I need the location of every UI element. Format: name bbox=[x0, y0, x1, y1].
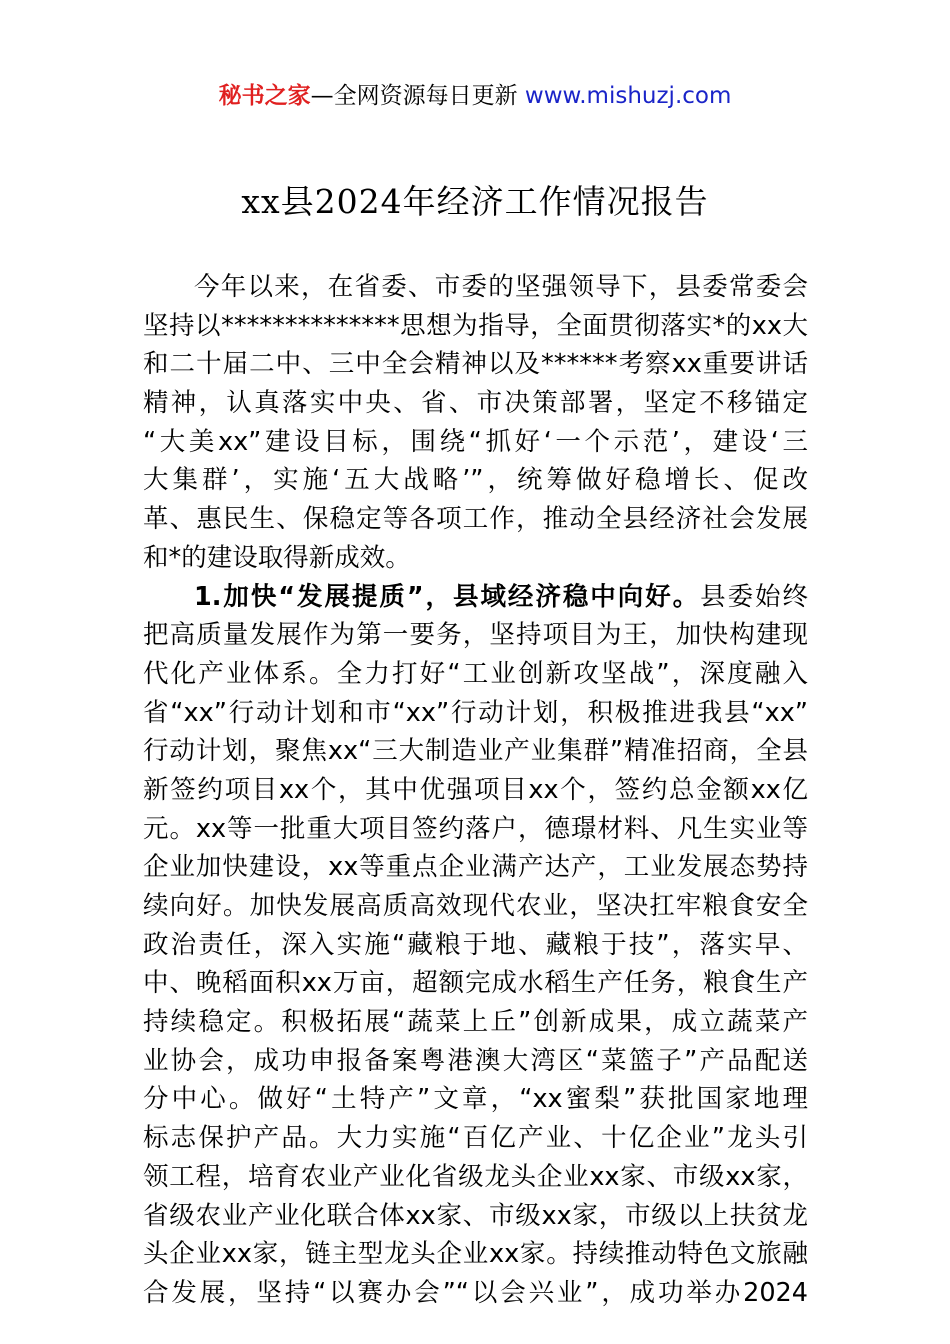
text-line: 业协会，成功申报备案粤港澳大湾区“菜篮子”产品配送 bbox=[143, 1045, 808, 1076]
paragraph-intro bbox=[143, 268, 808, 578]
document-title: xx县2024年经济工作情况报告 bbox=[241, 182, 709, 221]
text-line bbox=[143, 578, 808, 617]
text-line: 企业加快建设，xx等重点企业满产达产，工业发展态势持 bbox=[143, 852, 808, 883]
text-line: 把高质量发展作为第一要务，坚持项目为王，加快构建现 bbox=[143, 620, 808, 651]
text-line: 省级农业产业化联合体xx家、市级xx家，市级以上扶贫龙 bbox=[143, 1200, 808, 1231]
text-line: 元。xx等一批重大项目签约落户，德璟材料、凡生实业等 bbox=[143, 813, 808, 844]
text-line: 持续稳定。积极拓展“蔬菜上丘”创新成果，成立蔬菜产 bbox=[143, 1007, 808, 1038]
text-line: 标志保护产品。大力实施“百亿产业、十亿企业”龙头引 bbox=[143, 1123, 808, 1154]
text-line: 分中心。做好“土特产”文章，“xx蜜梨”获批国家地理 bbox=[143, 1084, 808, 1115]
text-line: 省“xx”行动计划和市“xx”行动计划，积极推进我县“xx” bbox=[143, 697, 808, 728]
text-line: 和二十届二中、三中全会精神以及******考察xx重要讲话 bbox=[143, 349, 808, 380]
text-line: “大美xx”建设目标，围绕“抓好‘一个示范’，建设‘三 bbox=[143, 426, 808, 457]
site-url-link[interactable]: www.mishuzj.com bbox=[524, 83, 732, 109]
header-tagline: —全网资源每日更新 bbox=[310, 83, 518, 109]
site-header bbox=[0, 80, 950, 112]
brand-name: 秘书之家 bbox=[218, 83, 311, 109]
text-run: 县委始终 bbox=[700, 581, 808, 612]
text-line: 续向好。加快发展高质高效现代农业，坚决扛牢粮食安全 bbox=[143, 891, 808, 921]
text-line: 坚持以**************思想为指导，全面贯彻落实*的xx大 bbox=[143, 310, 808, 341]
text-line: 大集群’，实施‘五大战略’”，统筹做好稳增长、促改 bbox=[143, 465, 808, 496]
text-line: 和*的建设取得新成效。 bbox=[143, 542, 411, 573]
text-line: 革、惠民生、保稳定等各项工作，推动全县经济社会发展 bbox=[143, 504, 808, 535]
paragraph-economy bbox=[143, 578, 808, 1313]
text-line: 政治责任，深入实施“藏粮于地、藏粮于技”，落实早、 bbox=[143, 929, 808, 960]
text-line: 领工程，培育农业产业化省级龙头企业xx家、市级xx家， bbox=[143, 1161, 808, 1192]
text-line: 代化产业体系。全力打好“工业创新攻坚战”，深度融入 bbox=[143, 658, 808, 689]
text-line: 精神，认真落实中央、省、市决策部署，坚定不移锚定 bbox=[143, 388, 808, 419]
text-line: 今年以来，在省委、市委的坚强领导下，县委常委会 bbox=[194, 272, 808, 302]
section-heading: 1.加快“发展提质”，县域经济稳中向好。 bbox=[194, 581, 701, 612]
text-line: 新签约项目xx个，其中优强项目xx个，签约总金额xx亿 bbox=[143, 774, 808, 805]
text-line: 中、晚稻面积xx万亩，超额完成水稻生产任务，粮食生产 bbox=[143, 968, 808, 999]
text-line: 合发展，坚持“以赛办会”“以会兴业”，成功举办2024 bbox=[143, 1277, 808, 1308]
text-line: 行动计划，聚焦xx“三大制造业产业集群”精准招商，全县 bbox=[143, 736, 808, 767]
text-line: 头企业xx家，链主型龙头企业xx家。持续推动特色文旅融 bbox=[143, 1239, 808, 1270]
document-body bbox=[143, 268, 808, 1313]
